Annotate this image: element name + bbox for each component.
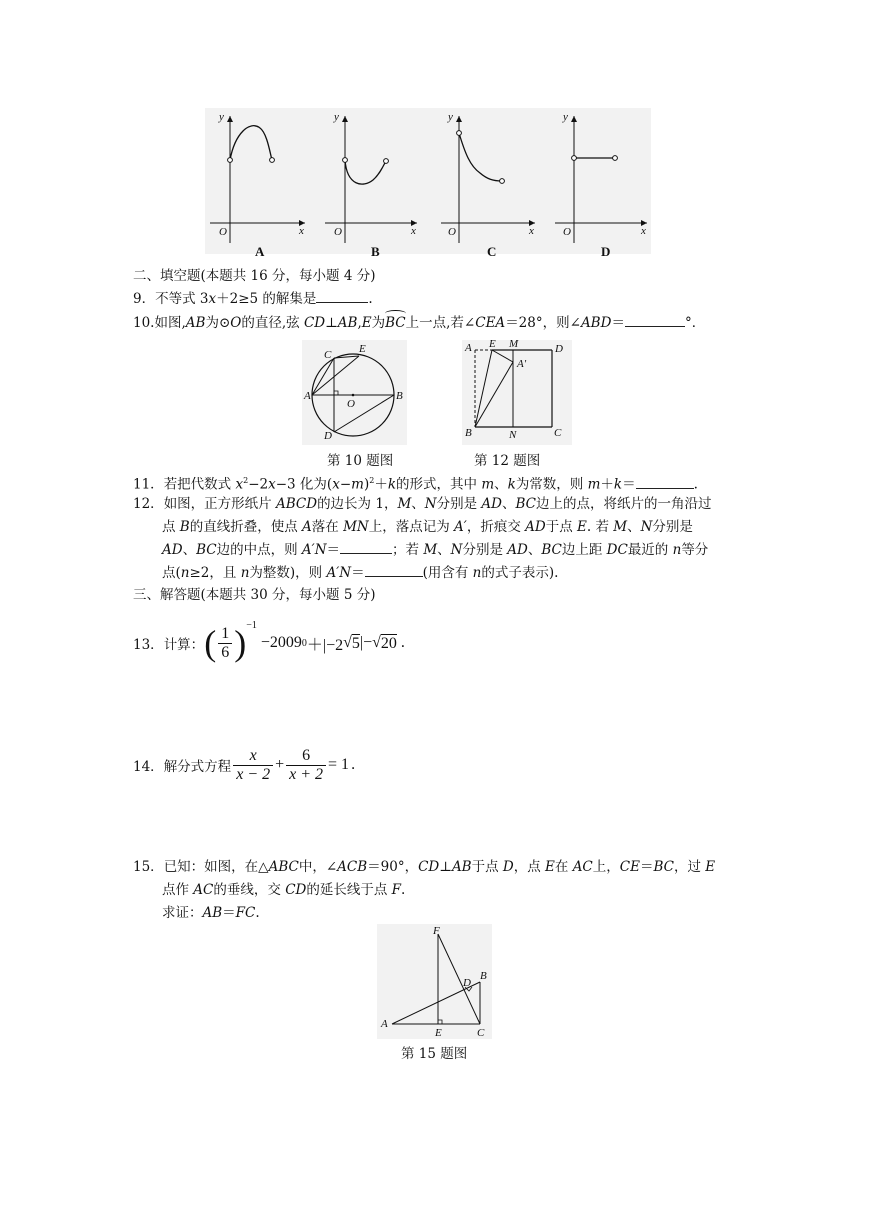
answer-blank-9[interactable] xyxy=(316,290,368,303)
svg-text:C: C xyxy=(554,427,562,439)
svg-text:E: E xyxy=(489,340,496,350)
svg-text:A′: A′ xyxy=(517,358,527,370)
svg-text:C: C xyxy=(324,349,332,361)
graph-options-figure xyxy=(205,108,655,258)
svg-text:A: A xyxy=(381,1018,388,1030)
x-axis-label: x xyxy=(641,225,646,237)
svg-text:M: M xyxy=(509,340,519,350)
svg-text:O: O xyxy=(347,398,355,410)
option-a-label: A xyxy=(255,244,265,259)
svg-text:D: D xyxy=(555,343,563,355)
figure-12-caption: 第 12 题图 xyxy=(474,453,541,469)
section2-heading: 二、填空题(本题共 16 分，每小题 4 分) xyxy=(133,268,376,284)
svg-text:E: E xyxy=(435,1027,442,1039)
svg-text:A: A xyxy=(304,390,311,402)
question-13: 13． 计算： ( $\frac{1}{6}$ ) −1 −2009 0 ＋|−2 √ 5 |− √ 20 . xyxy=(133,620,405,663)
option-d-label: D xyxy=(601,244,611,259)
figure-10 xyxy=(302,340,407,445)
question-15-line-2: 点作 AC的垂线，交 CD的延长线于点 F. xyxy=(162,882,406,898)
figure-15 xyxy=(377,924,492,1039)
section3-heading: 三、解答题(本题共 30 分，每小题 5 分) xyxy=(133,587,376,603)
question-12-line-4: 点(n≥2，且 n为整数)，则 A′N＝ (用含有 n的式子表示). xyxy=(162,565,559,581)
figure-10-caption: 第 10 题图 xyxy=(327,453,394,469)
origin-label: O xyxy=(219,226,227,238)
svg-text:D: D xyxy=(324,430,332,442)
arc-bc: BC xyxy=(385,314,406,332)
x-axis-label: x xyxy=(529,225,534,237)
option-c-label: C xyxy=(487,244,497,259)
answer-blank-11[interactable] xyxy=(636,476,694,489)
svg-text:C: C xyxy=(477,1027,485,1039)
svg-text:B: B xyxy=(396,390,403,402)
y-axis-label: y xyxy=(219,111,224,123)
question-11: 11．若把代数式 $x^2-2x-3$ 化为$(x-m)^2+k$的形式，其中 m、k为常数，则 m＋k＝ . xyxy=(133,476,698,493)
question-10: 10.如图,AB为⊙O的直径,弦 CD⊥AB,E为 BC上一点,若∠CEA＝28°，则∠ABD＝ °． xyxy=(133,314,705,332)
svg-text:E: E xyxy=(359,343,366,355)
question-12-line-2: 点 B的直线折叠，使点 A落在 MN上，落点记为 A′，折痕交 AD于点 E. 若 M、N分别是 xyxy=(162,519,693,535)
option-b-label: B xyxy=(371,244,380,259)
x-axis-label: x xyxy=(299,225,304,237)
question-12-line-3: AD、BC边的中点，则 A′N＝ ；若 M、N分别是 AD、BC边上距 DC最近的 n等分 xyxy=(162,542,709,558)
figure-15-caption: 第 15 题图 xyxy=(401,1046,468,1062)
svg-text:B: B xyxy=(465,427,472,439)
svg-text:D: D xyxy=(463,977,471,989)
svg-text:N: N xyxy=(509,429,517,441)
answer-blank-12b[interactable] xyxy=(365,564,423,577)
question-15-line-1: 15．已知：如图，在△ABC中，∠ACB＝90°，CD⊥AB于点 D，点 E在 AC上，CE＝BC，过 E xyxy=(133,859,716,875)
svg-text:B: B xyxy=(480,970,487,982)
svg-text:A: A xyxy=(465,342,472,354)
answer-blank-10[interactable] xyxy=(625,314,685,327)
y-axis-label: y xyxy=(448,111,453,123)
question-9: 9．不等式 3x＋2≥5 的解集是 . xyxy=(133,291,373,307)
origin-label: O xyxy=(563,226,571,238)
svg-text:F: F xyxy=(433,925,440,937)
y-axis-label: y xyxy=(563,111,568,123)
answer-blank-12a[interactable] xyxy=(340,541,392,554)
x-axis-label: x xyxy=(411,225,416,237)
question-15-line-3: 求证：AB＝FC. xyxy=(162,905,260,921)
question-12-line-1: 12．如图，正方形纸片 ABCD的边长为 1，M、N分别是 AD、BC边上的点，将纸片的一角沿过 xyxy=(133,496,712,512)
y-axis-label: y xyxy=(334,111,339,123)
origin-label: O xyxy=(448,226,456,238)
origin-label: O xyxy=(334,226,342,238)
figure-12 xyxy=(462,340,572,445)
question-14: 14． 解分式方程 $\frac{x}{x - 2}$ + $\frac{6}{x + 2}$ = 1 . xyxy=(133,746,356,783)
